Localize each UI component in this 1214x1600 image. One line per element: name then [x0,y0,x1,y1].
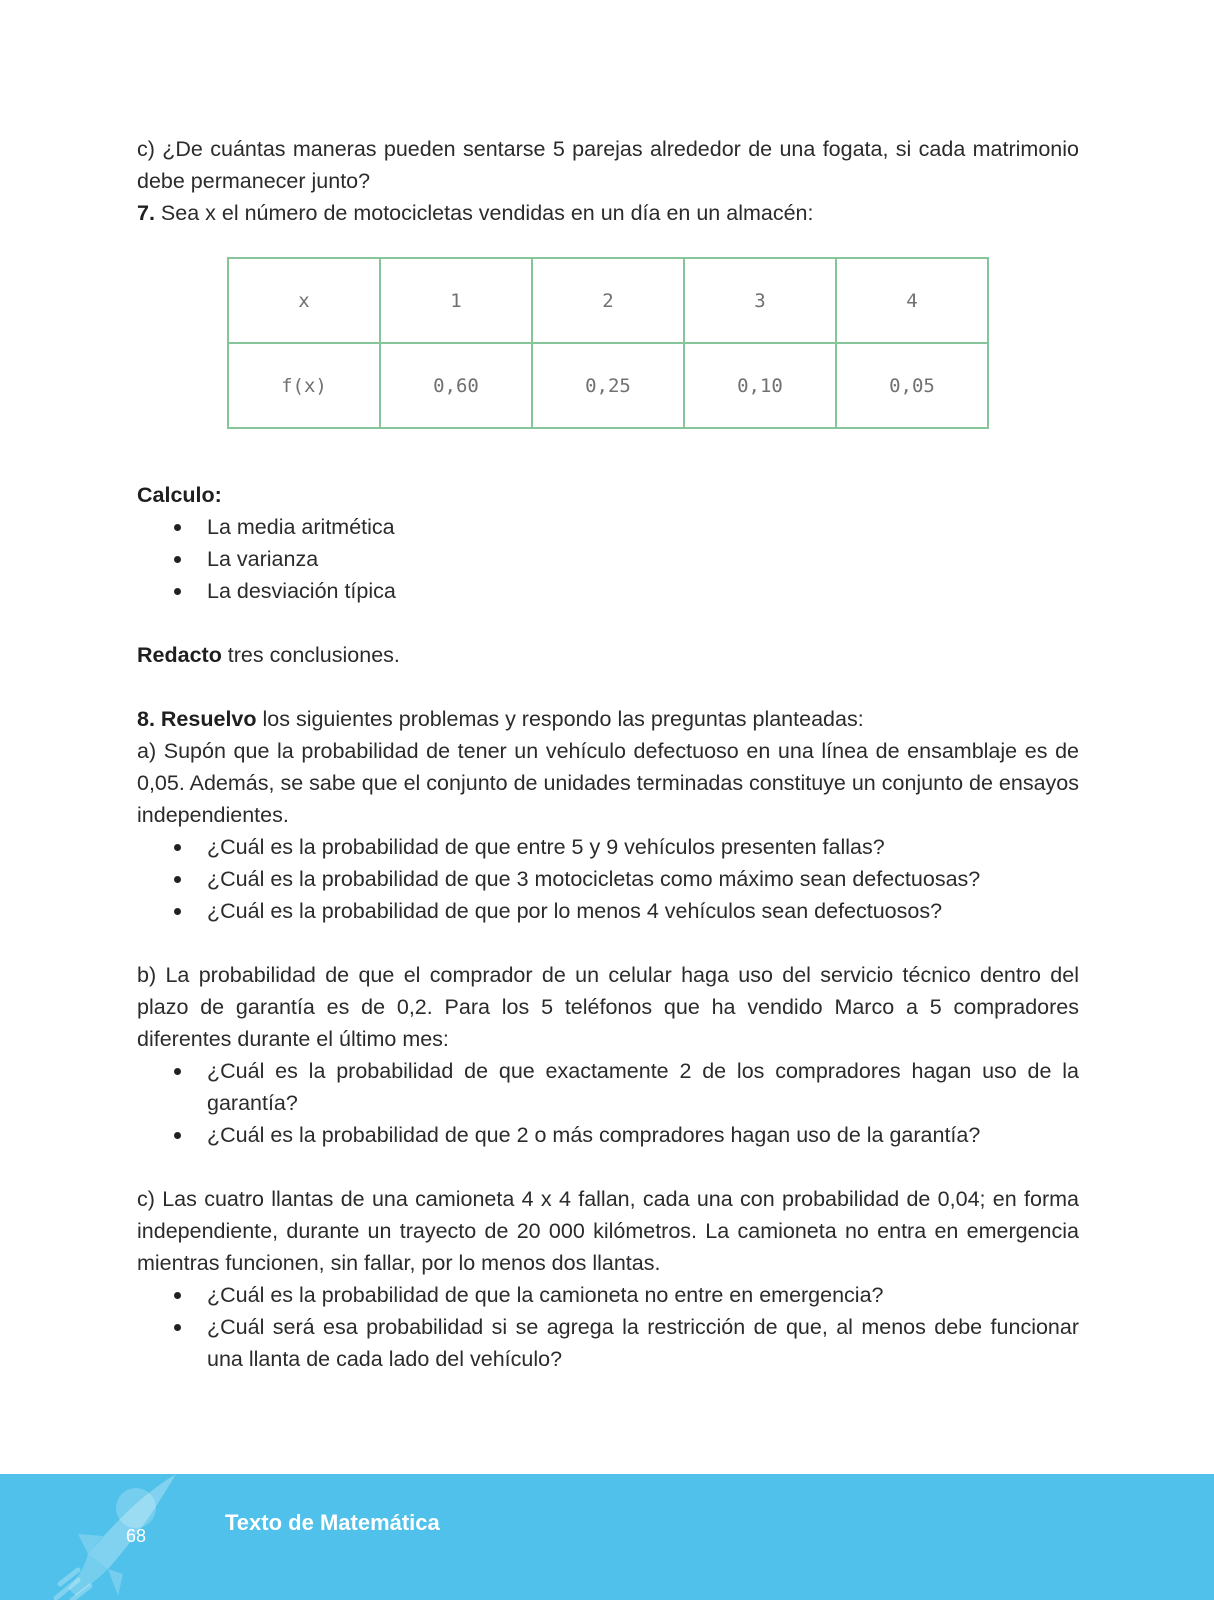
list-item: La media aritmética [137,511,1079,543]
footer-title: Texto de Matemática [225,1510,440,1535]
table-row-x [228,258,988,343]
probability-table [227,257,989,429]
table-cell: 4 [836,258,988,343]
redacto-bold: Redacto [137,643,222,667]
question-8-bold: Resuelvo [160,707,257,731]
calculo-label-text: Calculo: [137,483,222,507]
table-row-fx [228,343,988,428]
list-item: La desviación típica [137,575,1079,607]
list-item: ¿Cuál es la probabilidad de que entre 5 y 9 vehículos presenten fallas? [137,831,1079,863]
question-7-heading [137,197,1079,229]
question-8a: a) Supón que la probabilidad de tener un vehículo defectuoso en una línea de ensamblaje es de 0,05. Además, se sabe que el conjunto de unidades terminadas constituye un conjunto de ensayos independientes. [137,739,1079,827]
list-item: ¿Cuál será esa probabilidad si se agrega la restricción de que, al menos debe funcionar una llanta de cada lado del vehículo? [137,1311,1079,1375]
redacto-rest: tres conclusiones. [221,643,400,667]
list-item: La varianza [137,543,1079,575]
table-cell: x [228,258,380,343]
question-8-text: los siguientes problemas y respondo las preguntas planteadas: [256,707,864,731]
table-cell: f(x) [228,343,380,428]
calculo-list [137,511,1079,607]
question-8-heading [137,703,1079,735]
table-cell: 0,60 [380,343,532,428]
table-cell: 1 [380,258,532,343]
question-6c: c) ¿De cuántas maneras pueden sentarse 5 parejas alrededor de una fogata, si cada matrimonio debe permanecer junto? [137,137,1079,193]
question-7-text: Sea x el número de motocicletas vendidas en un día en un almacén: [154,201,814,225]
list-item: ¿Cuál es la probabilidad de que por lo menos 4 vehículos sean defectuosos? [137,895,1079,927]
question-8c-list [137,1279,1079,1375]
table-cell: 2 [532,258,684,343]
list-item: ¿Cuál es la probabilidad de que 2 o más compradores hagan uso de la garantía? [137,1119,1079,1151]
question-8b: b) La probabilidad de que el comprador de un celular haga uso del servicio técnico dentro del plazo de garantía es de 0,2. Para los 5 teléfonos que ha vendido Marco a 5 compradores diferentes durante el último mes: [137,963,1079,1051]
question-8a-list [137,831,1079,927]
list-item: ¿Cuál es la probabilidad de que 3 motocicletas como máximo sean defectuosas? [137,863,1079,895]
question-8-number: 8. [137,707,161,731]
list-item: ¿Cuál es la probabilidad de que exactamente 2 de los compradores hagan uso de la garantía? [137,1055,1079,1119]
list-item: ¿Cuál es la probabilidad de que la camioneta no entre en emergencia? [137,1279,1079,1311]
question-7-number: 7. [137,201,155,225]
question-8b-list [137,1055,1079,1151]
calculo-label [137,479,1079,511]
page-number: 68 [125,1526,147,1546]
question-8c: c) Las cuatro llantas de una camioneta 4 x 4 fallan, cada una con probabilidad de 0,04; en forma independiente, durante un trayecto de 20 000 kilómetros. La camioneta no entra en emergencia mientras funcionen, sin fallar, por lo menos dos llantas. [137,1187,1079,1275]
table-cell: 0,10 [684,343,836,428]
page-footer [0,1474,1214,1600]
page-content [137,133,1079,1375]
redacto-line [137,639,1079,671]
table-cell: 3 [684,258,836,343]
table-cell: 0,25 [532,343,684,428]
table-cell: 0,05 [836,343,988,428]
